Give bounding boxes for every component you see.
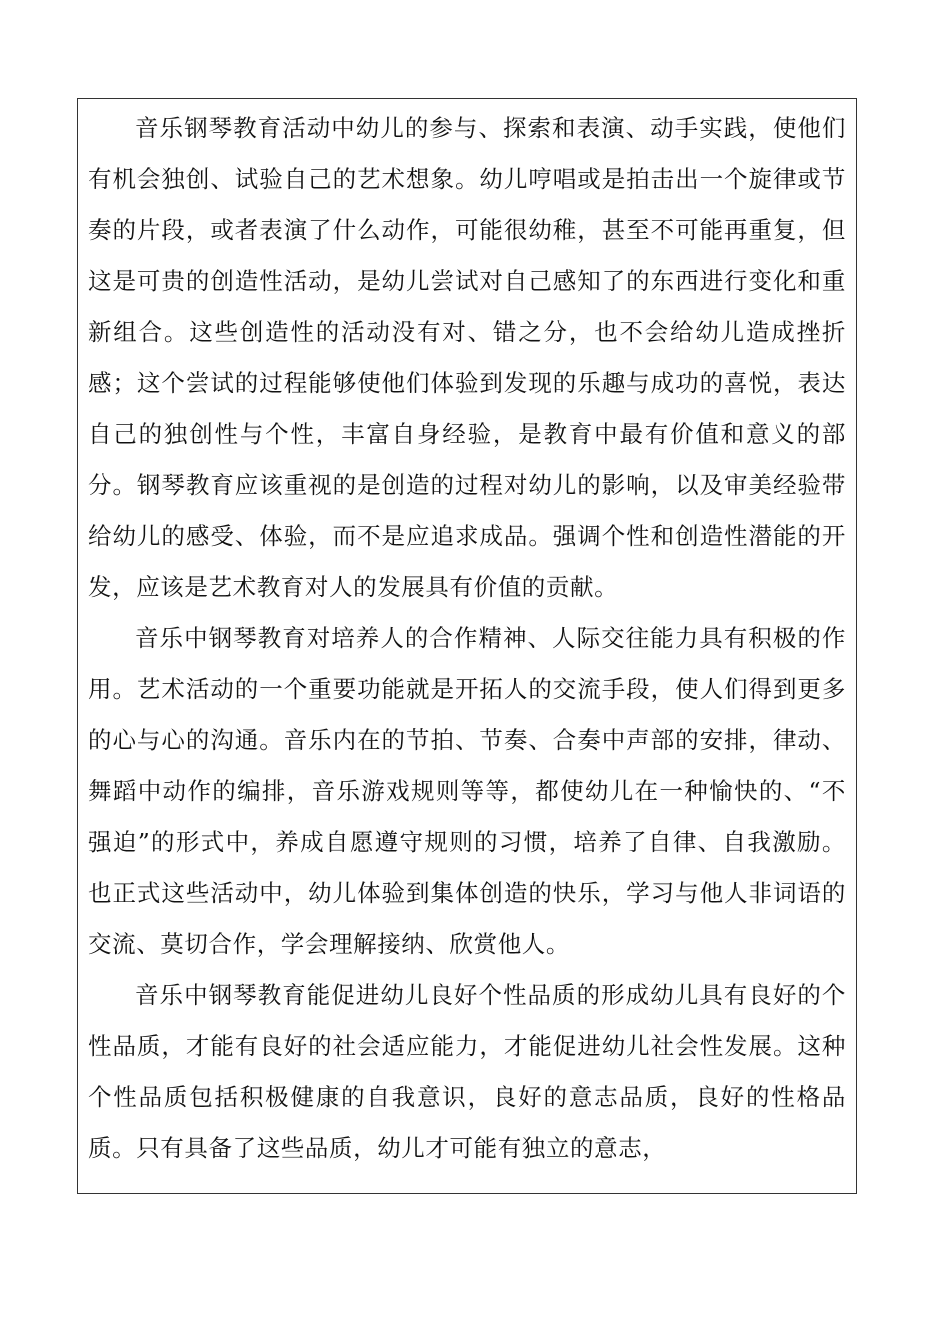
paragraph-cooperation: 音乐中钢琴教育对培养人的合作精神、人际交往能力具有积极的作用。艺术活动的一个重要功能就是开拓人的交流手段，使人们得到更多的心与心的沟通。音乐内在的节拍、节奏、合奏中声部的安排，律动、舞蹈中动作的编排，音乐游戏规则等等，都使幼儿在一种愉快的、“不强迫”的形式中，养成自愿遵守规则的习惯，培养了自律、自我激励。也正式这些活动中，幼儿体验到集体创造的快乐，学习与他人非词语的交流、莫切合作，学会理解接纳、欣赏他人。 (88, 624, 846, 958)
document-frame (77, 98, 857, 1194)
paragraph-creativity: 音乐钢琴教育活动中幼儿的参与、探索和表演、动手实践，使他们有机会独创、试验自己的艺术想象。幼儿哼唱或是拍击出一个旋律或节奏的片段，或者表演了什么动作，可能很幼稚，甚至不可能再重复，但这是可贵的创造性活动，是幼儿尝试对自己感知了的东西进行变化和重新组合。这些创造性的活动没有对、错之分，也不会给幼儿造成挫折感；这个尝试的过程能够使他们体验到发现的乐趣与成功的喜悦，表达自己的独创性与个性，丰富自身经验，是教育中最有价值和意义的部分。钢琴教育应该重视的是创造的过程对幼儿的影响，以及审美经验带给幼儿的感受、体验，而不是应追求成品。强调个性和创造性潜能的开发，应该是艺术教育对人的发展具有价值的贡献。 (88, 114, 846, 601)
paragraph-personality: 音乐中钢琴教育能促进幼儿良好个性品质的形成幼儿具有良好的个性品质，才能有良好的社会适应能力，才能促进幼儿社会性发展。这种个性品质包括积极健康的自我意识，良好的意志品质，良好的性格品质。只有具备了这些品质，幼儿才可能有独立的意志， (88, 981, 846, 1162)
